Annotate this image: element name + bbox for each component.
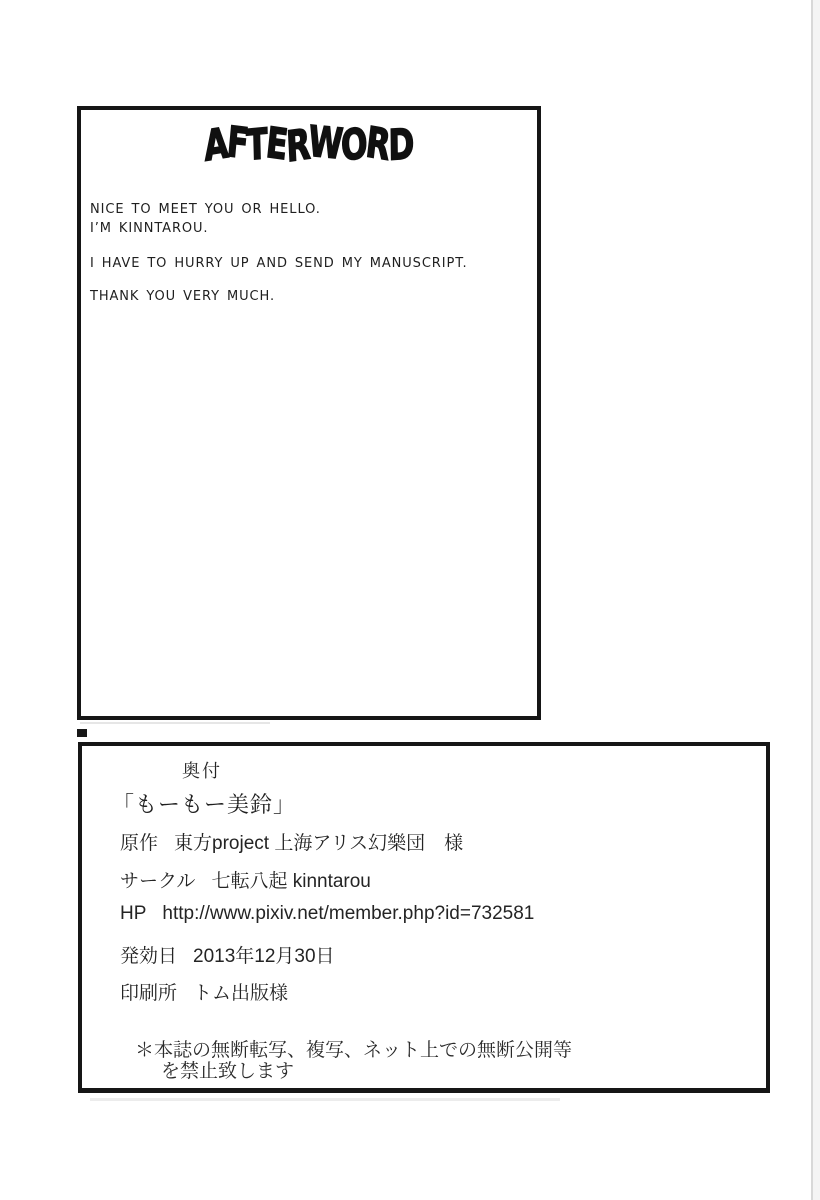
reproduction-notice (135, 1040, 572, 1082)
afterword-line-introduction: I’M KINNTAROU. (90, 221, 209, 236)
colophon-row-issue-date (120, 941, 335, 968)
reproduction-notice-line1: ＊本誌の無断転写、複写、ネット上での無断公開等 (135, 1040, 573, 1061)
issue-date-value: 2013年12月30日 (193, 946, 335, 967)
afterword-line-thanks: THANK YOU VERY MUCH. (90, 289, 275, 304)
circle-value: 七転八起 kinntarou (211, 871, 371, 892)
printer-value: トム出版様 (193, 983, 289, 1004)
circle-label: サークル (120, 871, 196, 892)
original-work-label: 原作 (120, 833, 159, 854)
afterword-title: AFTERWORD (202, 116, 414, 172)
afterword-body (90, 200, 520, 306)
scan-page-edge (813, 0, 820, 1200)
afterword-line-greeting: NICE TO MEET YOU OR HELLO. (90, 202, 321, 217)
scan-ink-mark (77, 729, 87, 737)
homepage-url: http://www.pixiv.net/member.php?id=732581 (162, 903, 535, 924)
afterword-line-manuscript: I HAVE TO HURRY UP AND SEND MY MANUSCRIPT. (90, 256, 468, 271)
colophon-row-printer (120, 978, 288, 1005)
afterword-title-wrap (81, 116, 537, 172)
scan-shadow-under-colophon-box (90, 1098, 560, 1101)
colophon-row-circle (120, 866, 371, 893)
book-title: 「もーもー美鈴」 (112, 792, 297, 817)
colophon-row-original-work (120, 828, 463, 855)
afterword-panel (77, 106, 541, 720)
colophon-row-homepage (120, 903, 534, 925)
colophon-heading: 奥付 (182, 761, 222, 781)
original-work-value: 東方project 上海アリス幻樂団 様 (174, 833, 464, 854)
colophon-panel (78, 742, 770, 1093)
scan-shadow-under-afterword-box (80, 722, 270, 724)
printer-label: 印刷所 (120, 983, 178, 1004)
issue-date-label: 発効日 (120, 946, 178, 967)
scan-page-edge-line (811, 0, 813, 1200)
homepage-label: HP (120, 903, 147, 924)
reproduction-notice-line2: を禁止致します (161, 1061, 295, 1082)
